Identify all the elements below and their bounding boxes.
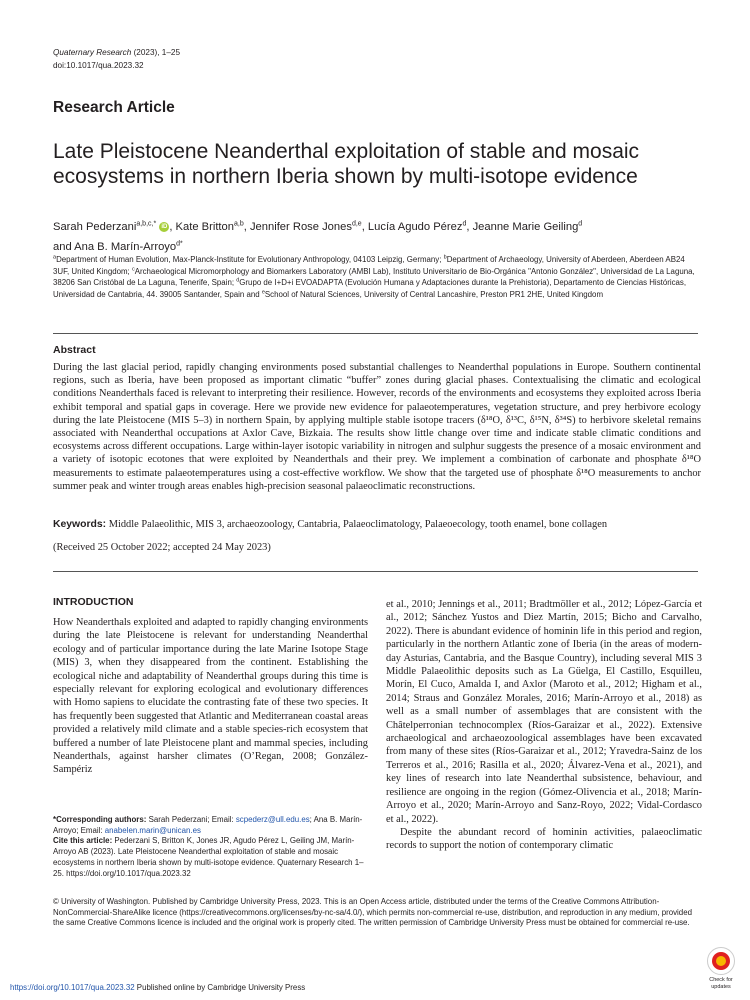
cite-this-article: Cite this article: Pederzani S, Britton K, Jones JR, Agudo Pérez L, Geiling JM, Marín-Arroyo AB (2023). Late Pleistocene Neanderthal exploitation of stable and mosaic ecosystems in northern Iberia shown by multi-isotope evidence. Quaternary Research 1–25. https://doi.org/10.1017/qua.2023.32 (53, 836, 364, 878)
divider (53, 571, 698, 572)
email-link[interactable]: scpederz@ull.edu.es (235, 815, 310, 824)
article-title: Late Pleistocene Neanderthal exploitation of stable and mosaic ecosystems in northern Iberia shown by multi-isotope evidence (53, 140, 640, 188)
crossmark-icon (707, 947, 735, 975)
journal-name: Quaternary Research (53, 48, 132, 57)
footnotes (53, 815, 370, 879)
journal-meta (53, 46, 180, 72)
body-paragraph: et al., 2010; Jennings et al., 2011; Bradtmöller et al., 2012; López-García et al., 2012; Sánchez Yustos and Diez Martín, 2015; Bicho and Carvalho, 2022). There is abundant evidence of hominin life in this period and region, particularly in the northern Atlantic zone of Iberia (in the areas of modern-day Asturias, Cantabria, and the Basque Country), including several MIS 3 Middle Palaeolithic deposits such as La Güelga, El Castillo, Esquilleu, Morín, El Cuco, Amalda I, and Axlor (Maroto et al., 2012; Higham et al., 2014; Straus and González Morales, 2016; Marín-Arroyo et al., 2018) as well as a small number of assemblages that are consistent with the Châtelperronian technocomplex (Ríos-Garaizar et al., 2022). Extensive archaeological and archaeozoological assemblages have been excavated from many of these sites (Ríos-Garaizar et al., 2012; Yravedra-Sainz de los Terreros et al., 2016; Rasilla et al., 2020; Álvarez-Vena et al., 2021), and key lines of research into late Neanderthal subsistence, behaviour, and resilience are ongoing in the region (Gómez-Olivencia et al., 2018; Marín-Arroyo et al., 2020; Marín-Arroyo and Sanz-Royo, 2022; Vidal-Cordasco et al., 2022). (386, 599, 702, 825)
author[interactable]: Lucía Agudo Pérez$^d$ (367, 220, 467, 233)
orcid-icon[interactable]: iD (161, 224, 168, 231)
abstract-heading: Abstract (53, 344, 96, 356)
received-dates: (Received 25 October 2022; accepted 24 May 2023) (53, 542, 271, 553)
keywords-label: Keywords: (53, 519, 107, 530)
affiliations: $^a$Department of Human Evolution, Max-Planck-Institute for Evolutionary Anthropology, 04103 Leipzig, Germany; $^b$Department of Archaeology, University of Aberdeen, Aberdeen AB24 3UF, United Kingdom; $^c$Archaeological Micromorphology and Biomarkers Laboratory (AMBI Lab), Instituto Universitario de Bio-Orgánica "Antonio González", Universidad de La Laguna, 38206 San Cristóbal de La Laguna, Tenerife, Spain; $^d$Grupo de I+D+i EVOADAPTA (Evolución Humana y Adaptaciones durante la Prehistoria), Departamento de Ciencias Históricas, Universidad de Cantabria, 44. 39005 Santander, Spain and $^e$School of Natural Sciences, University of Central Lancashire, Preston PR1 2HE, United Kingdom (53, 254, 695, 299)
journal-doi: doi:10.1017/qua.2023.32 (53, 61, 144, 70)
introduction-heading: INTRODUCTION (53, 596, 134, 608)
email-link[interactable]: anabelen.marin@unican.es (104, 825, 201, 835)
author[interactable]: Ana B. Marín-Arroyo$^{d*}$ (74, 240, 183, 253)
body-column-right (386, 598, 702, 853)
abstract-text: During the last glacial period, rapidly changing environments posed substantial challenges to Neanderthal populations in Europe. Southern continental regions, such as Iberia, have been proposed as important climatic “buffer” zones during glacial phases. Contextualising the climatic and ecological conditions Neanderthals faced is relevant to interpreting their resilience. However, records of the environments and ecosystems they exploited across Iberia exhibit temporal and spatial gaps in coverage. Here we provide new evidence for palaeotemperatures, vegetation structure, and prey herbivore ecology during the late Pleistocene (MIS 5–3) in northern Spain, by applying multiple stable isotope tracers (δ¹⁸O, δ¹³C, δ¹⁵N, δ³⁴S) to herbivore skeletal remains associated with Neanderthal occupations at Axlor Cave, Bizkaia. The results show little change over time and indicate stable climatic conditions and ecosystems across different occupations. Large within-layer isotopic variability in nitrogen and sulphur suggests the presence of a mosaic environment and a variety of isotopic ecotones that were exploited by Neanderthals and their prey. We implement a combination of carbonate and phosphate δ¹⁸O measurements to estimate palaeotemperatures using a cost-effective workflow. We show that the targeted use of phosphate δ¹⁸O measurements to anchor summer peak and winter trough areas enables high-precision seasonal palaeoclimatic reconstructions. (53, 362, 701, 492)
page-footer: https://doi.org/10.1017/qua.2023.32 Published online by Cambridge University Press (10, 983, 306, 992)
article-type: Research Article (53, 99, 175, 116)
copyright-notice: © University of Washington. Published by Cambridge University Press, 2023. This is an Open Access article, distributed under the terms of the Creative Commons Attribution-NonCommercial-ShareAlike licence (https://creativecommons.org/licenses/by-nc-sa/4.0/), which permits non-commercial re-use, distribution, and reproduction in any medium, provided the same Creative Commons licence is included and the original work is properly cited. The written permission of Cambridge University Press must be obtained for commercial re-use. (53, 897, 692, 928)
author[interactable]: Kate Britton$^{a,b}$ (175, 220, 244, 233)
author[interactable]: Sarah Pederzani$^{a,b,c,*}$ (53, 220, 157, 233)
body-paragraph: Despite the abundant record of hominin activities, palaeoclimatic records to support the notion of contemporary climatic (386, 826, 702, 852)
body-column-left: How Neanderthals exploited and adapted to rapidly changing environments during the late Pleistocene is relevant for understanding Neanderthal ecology and of particular importance during the late Marine Isotope Stage (MIS) 3, when they disappeared from the continent. Establishing the ecological niche and adaptability of Neanderthal groups during this time is especially relevant for exploring ecological and evolutionary differences with Homo sapiens to elucidate the contrasting fate of these two species. It has frequently been suggested that Atlantic and Mediterranean coastal areas provided a relatively mild climate and a stable species-rich ecosystem that buffered a number of late Pleistocene plant and mammal species, including Neanderthals, against harsher climates (O’Regan, 2008; González-Sampériz (53, 617, 368, 776)
corresponding-authors: *Corresponding authors: Sarah Pederzani; Email: scpederz@ull.edu.es; Ana B. Marín-Arroyo; Email: anabelen.marin@unican.es (53, 815, 363, 835)
author-list: Sarah Pederzani$^{a,b,c,*}$ iD , Kate Britton$^{a,b}$, Jennifer Rose Jones$^{d,e}$, Lucía Agudo Pérez$^d$, Jeanne Marie Geiling$^d$ and Ana B. Marín-Arroyo$^{d*}$ (53, 220, 583, 253)
keywords-text: Middle Palaeolithic, MIS 3, archaeozoology, Cantabria, Palaeoclimatology, Palaeoecology, tooth enamel, bone collagen (108, 519, 608, 530)
journal-citation: (2023), 1–25 (133, 48, 180, 57)
author[interactable]: Jennifer Rose Jones$^{d,e}$ (249, 220, 362, 233)
keywords (53, 519, 701, 530)
doi-link[interactable]: https://doi.org/10.1017/qua.2023.32 (10, 983, 135, 992)
author[interactable]: Jeanne Marie Geiling$^d$ (472, 220, 583, 233)
divider (53, 333, 698, 334)
check-for-updates-badge[interactable]: Check for updates (704, 947, 738, 991)
